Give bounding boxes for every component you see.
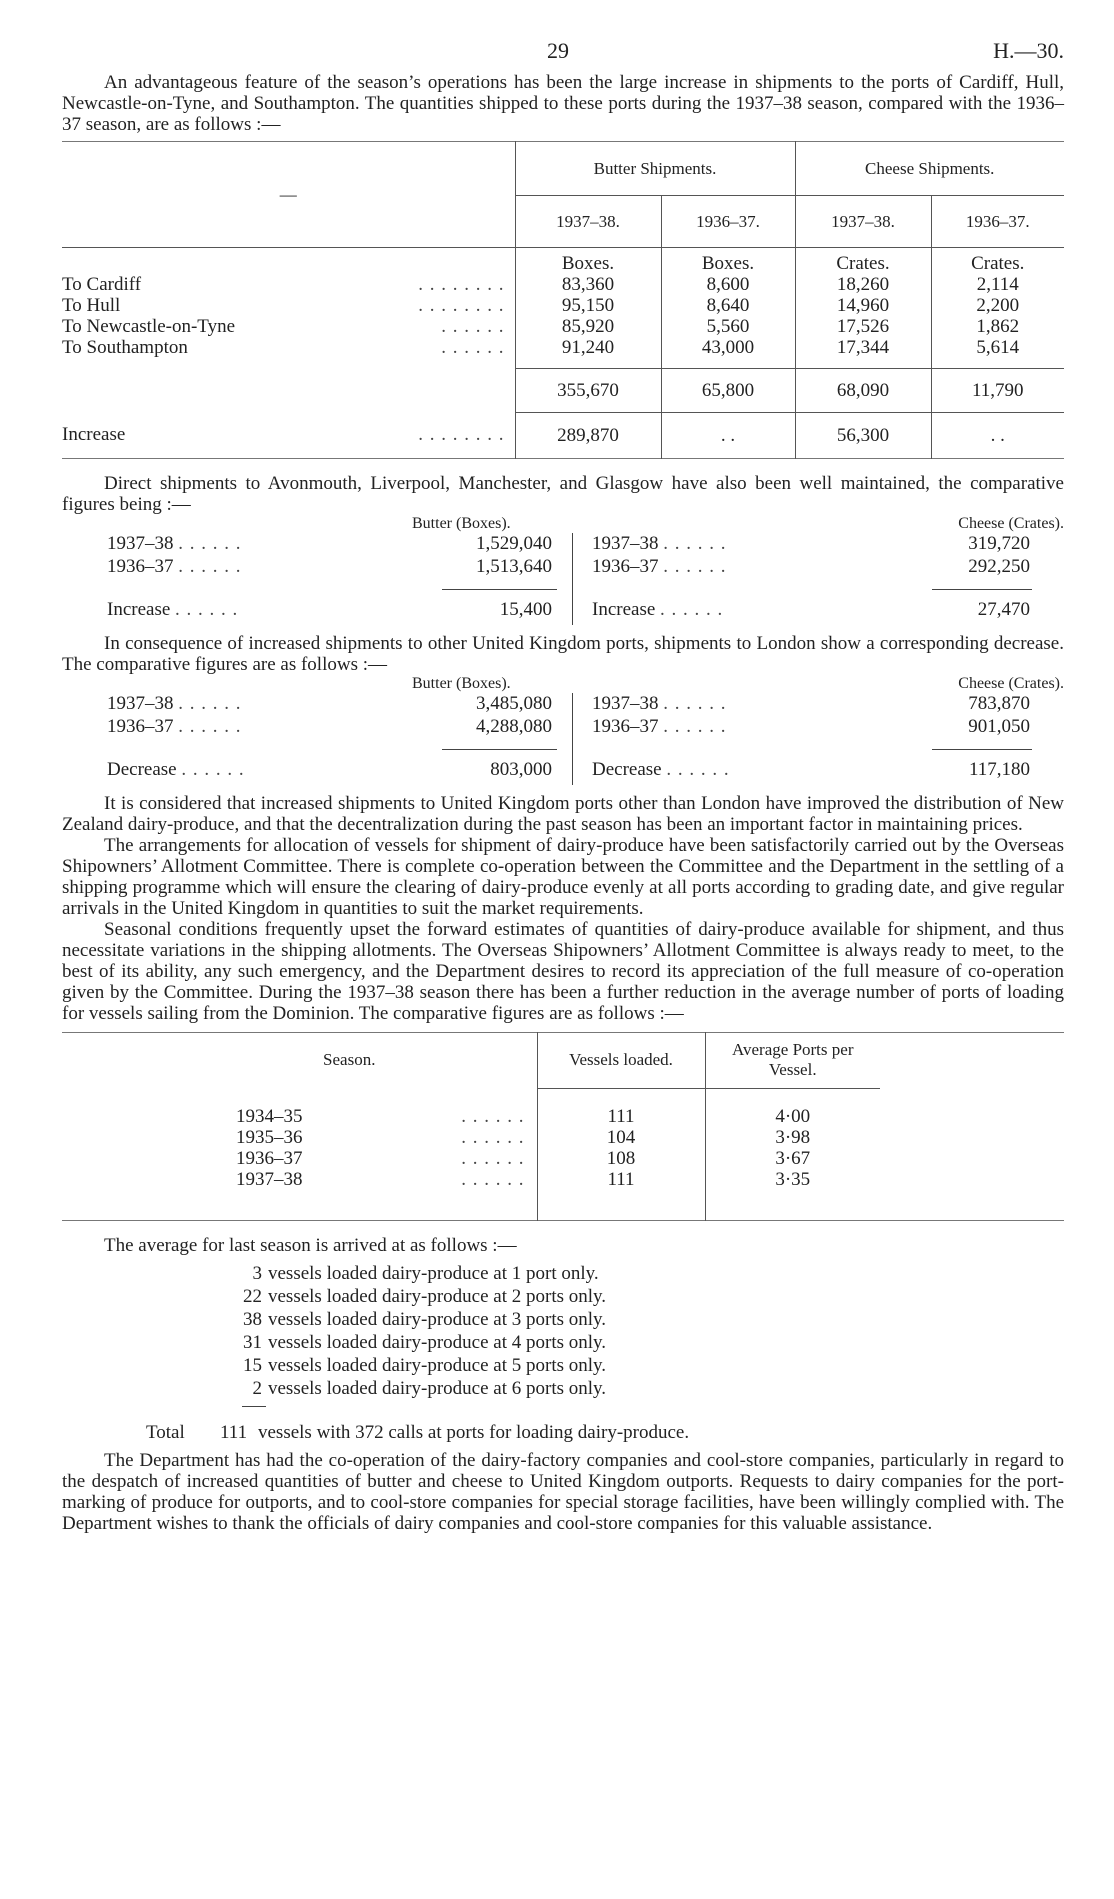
table-cell: 104 [537,1127,705,1148]
table-cell: 95,150 [515,295,661,316]
breakdown-text: vessels loaded dairy-produce at 1 port only. [268,1262,599,1284]
table-row [62,337,1064,369]
list-item [62,1308,1064,1331]
list-item [62,1262,1064,1285]
increase-label: Increase [62,424,126,446]
total-cell: 68,090 [795,368,931,412]
sum-rule [442,589,557,590]
result-label: Increase [107,598,171,620]
year-label: 1936–37 [592,715,659,737]
breakdown-text: vessels loaded dairy-produce at 4 ports only. [268,1331,607,1353]
comparison-value: 15,400 [499,598,552,620]
comparison-row [107,716,242,738]
paragraph-seasonal-conditions: Seasonal conditions frequently upset the forward estimates of quantities of dairy-produce available for shipment, and thus necessitate variations in the shipping allotments. The Overseas Shipowners’ Allotment Committee is always ready to meet, to the best of its ability, any such emergency, and the Department desires to record its appreciation of the full measure of co-operation given by the Committee. During the 1937–38 season there has been a further reduction in the average number of ports of loading for vessels sailing from the Dominion. The comparative figures are as follows :— [62,918,1064,1024]
paragraph-acknowledgement: The Department has had the co-operation of the dairy-factory companies and cool-store companies, particularly in regard to the despatch of increased quantities of butter and cheese to United Kingdom outports. Requests to dairy companies for the port-marking of produce for outports, and to cool-store companies for special storage facilities, have been willingly complied with. The Department wishes to thank the officials of dairy companies and cool-store companies for this valuable assistance. [62,1449,1064,1534]
comparison-result [107,759,245,781]
breakdown-text: vessels loaded dairy-produce at 2 ports only. [268,1285,607,1307]
comparison-value: 4,288,080 [476,715,552,737]
breakdown-text: vessels loaded dairy-produce at 3 ports only. [268,1308,607,1330]
document-reference: H.—30. [993,38,1064,63]
table-cell: 3·67 [705,1148,880,1169]
result-label: Increase [592,598,656,620]
direct-shipments-comparison [62,515,1064,633]
comparison-result [592,599,723,621]
year-label: 1936–37 [107,555,174,577]
leader-dots: . . . . . . [660,598,724,620]
leader-dots: . . . . . . [461,1169,525,1190]
london-shipments-comparison [62,675,1064,793]
paragraph-arrangements: The arrangements for allocation of vessels for shipment of dairy-produce have been satisfactorily carried out by the Overseas Shipowners’ Allotment Committee. There is complete co-operation between the Committee and the Department in the settling of a shipping programme which will ensure the clearing of dairy-produce evenly at all ports according to grading date, and give regular arrivals in the United Kingdom in quantities to suit the market requirements. [62,834,1064,919]
table-row [62,1148,1064,1169]
comparison-row [107,693,242,715]
leader-dots: . . . . . . [175,598,239,620]
vessels-loaded-header: Vessels loaded. [537,1032,705,1088]
comparison-value: 1,529,040 [476,532,552,554]
cheese-comparison [592,515,1064,633]
sum-rule [932,589,1032,590]
table-row [62,316,1064,337]
sum-rule [932,749,1032,750]
leader-dots: . . . . . . [441,336,505,358]
table-cell: 4·00 [705,1106,880,1127]
total-count: 111 [220,1421,248,1443]
table-cell: 14,960 [795,295,931,316]
table-cell: 5,614 [931,337,1064,369]
vessel-count: 31 [243,1331,262,1353]
comparison-result [592,759,730,781]
leader-dots: . . . . . . [181,758,245,780]
year-label: 1937–38 [107,692,174,714]
leader-dots: . . . . . . [178,715,242,737]
table-cell: 2,200 [931,295,1064,316]
total-label: Total [146,1421,185,1443]
leader-dots: . . . . . . [663,532,727,554]
list-item [62,1331,1064,1354]
table-cell: 91,240 [515,337,661,369]
leader-dots: . . . . . . [666,758,730,780]
result-label: Decrease [592,758,662,780]
table-cell: 2,114 [931,274,1064,295]
increase-cell: 289,870 [515,412,661,458]
butter-caption: Butter (Boxes). [412,674,511,692]
comparison-row [107,533,242,555]
paragraph-intro: An advantageous feature of the season’s operations has been the large increase in shipments to the ports of Cardiff, Hull, Newcastle-on-Tyne, and Southampton. The quantities shipped to these ports during the 1937–38 season, compared with the 1936–37 season, are as follows :— [62,72,1064,135]
row-label: To Newcastle-on-Tyne [62,315,236,337]
comparison-value: 1,513,640 [476,555,552,577]
sum-rule [442,749,557,750]
breakdown-text: vessels loaded dairy-produce at 5 ports only. [268,1354,607,1376]
comparison-row [592,556,727,578]
year-label: 1937–38 [592,692,659,714]
table-cell: 5,560 [661,316,795,337]
increase-cell: . . [931,412,1064,458]
table-cell: 17,344 [795,337,931,369]
year-label: 1936–37 [107,715,174,737]
vessel-count: 38 [243,1308,262,1330]
comparison-value: 803,000 [490,758,552,780]
table-cell: 83,360 [515,274,661,295]
unit-label: Crates. [795,248,931,274]
comparison-value: 3,485,080 [476,692,552,714]
list-item [62,1377,1064,1400]
table-cell: 8,640 [661,295,795,316]
butter-caption: Butter (Boxes). [412,514,511,532]
butter-shipments-header: Butter Shipments. [515,142,795,196]
breakdown-text: vessels loaded dairy-produce at 6 ports only. [268,1377,607,1399]
unit-label: Crates. [931,248,1064,274]
vessel-count: 2 [252,1377,262,1399]
table-cell: 18,260 [795,274,931,295]
total-line [62,1421,1064,1444]
leader-dots: . . . . . . [663,715,727,737]
year-header: 1936–37. [661,196,795,248]
table-row [62,274,1064,295]
leader-dots: . . . . . . [178,532,242,554]
leader-dots: . . . . . . [663,555,727,577]
page-number: 29 [547,38,569,63]
leader-dots: . . . . . . . . [418,294,505,316]
season-label: 1934–35 [236,1106,303,1127]
page-header [62,38,1064,72]
year-label: 1937–38 [592,532,659,554]
row-label: To Hull [62,294,121,316]
result-label: Decrease [107,758,177,780]
outport-shipments-table [62,141,1064,459]
table-cell: 108 [537,1148,705,1169]
table-cell: 3·35 [705,1169,880,1190]
vessel-count: 22 [243,1285,262,1307]
comparison-row [592,693,727,715]
leader-dots: . . . . . . [461,1106,525,1127]
table-corner: — [279,184,297,204]
paragraph-average: The average for last season is arrived at as follows :— [104,1234,517,1256]
average-ports-header: Average Ports per Vessel. [705,1032,880,1088]
year-label: 1936–37 [592,555,659,577]
comparison-result [107,599,238,621]
leader-dots: . . . . . . . . [418,273,505,295]
paragraph-distribution: It is considered that increased shipments to United Kingdom ports other than London have improved the distribution of New Zealand dairy-produce, and that the decentralization during the past season has been an important factor in maintaining prices. [62,792,1064,835]
leader-dots: . . . . . . [178,555,242,577]
vessel-count: 15 [243,1354,262,1376]
row-label: To Cardiff [62,273,142,295]
increase-cell: . . [661,412,795,458]
document-page [62,38,1064,1534]
comparison-value: 319,720 [968,532,1030,554]
unit-label: Boxes. [515,248,661,274]
total-cell: 11,790 [931,368,1064,412]
vessel-breakdown-list [62,1262,1064,1444]
leader-dots: . . . . . . . . [418,424,505,446]
comparison-value: 783,870 [968,692,1030,714]
table-row [62,1106,1064,1127]
table-row [62,295,1064,316]
vessel-count: 3 [252,1262,262,1284]
total-cell: 65,800 [661,368,795,412]
table-row [62,1127,1064,1148]
year-header: 1937–38. [795,196,931,248]
leader-dots: . . . . . . [178,692,242,714]
table-cell: 3·98 [705,1127,880,1148]
totals-row [62,368,1064,412]
season-vessels-table [62,1032,1064,1221]
cheese-shipments-header: Cheese Shipments. [795,142,1064,196]
leader-dots: . . . . . . [461,1127,525,1148]
comparison-row [592,716,727,738]
year-header: 1937–38. [515,196,661,248]
leader-dots: . . . . . . [663,692,727,714]
comparison-value: 117,180 [968,758,1030,780]
row-label: To Southampton [62,336,188,358]
table-row [62,1169,1064,1190]
butter-comparison [62,515,562,633]
table-cell: 17,526 [795,316,931,337]
table-cell: 8,600 [661,274,795,295]
cheese-comparison [592,675,1064,793]
unit-label: Boxes. [661,248,795,274]
comparison-value: 901,050 [968,715,1030,737]
leader-dots: . . . . . . [441,315,505,337]
list-item [62,1354,1064,1377]
season-label: 1935–36 [236,1127,303,1148]
table-cell: 43,000 [661,337,795,369]
list-item [62,1285,1064,1308]
season-header: Season. [323,1050,376,1070]
total-cell: 355,670 [515,368,661,412]
leader-dots: . . . . . . [461,1148,525,1169]
cheese-caption: Cheese (Crates). [958,514,1064,532]
season-label: 1937–38 [236,1169,303,1190]
comparison-row [107,556,242,578]
butter-comparison [62,675,562,793]
cheese-caption: Cheese (Crates). [958,674,1064,692]
paragraph-direct-shipments: Direct shipments to Avonmouth, Liverpool, Manchester, and Glasgow have also been well maintained, the comparative figures being :— [62,472,1064,515]
year-label: 1937–38 [107,532,174,554]
table-cell: 1,862 [931,316,1064,337]
comparison-value: 292,250 [968,555,1030,577]
column-divider [572,533,573,625]
comparison-row [592,533,727,555]
increase-cell: 56,300 [795,412,931,458]
table-cell: 111 [537,1169,705,1190]
column-divider [572,693,573,785]
total-text: vessels with 372 calls at ports for loading dairy-produce. [258,1421,690,1443]
comparison-value: 27,470 [977,598,1030,620]
table-cell: 85,920 [515,316,661,337]
sum-rule [242,1406,266,1421]
season-label: 1936–37 [236,1148,303,1169]
paragraph-london: In consequence of increased shipments to other United Kingdom ports, shipments to London show a corresponding decrease. The comparative figures are as follows :— [62,632,1064,675]
table-cell: 111 [537,1106,705,1127]
increase-row [62,412,1064,458]
year-header: 1936–37. [931,196,1064,248]
